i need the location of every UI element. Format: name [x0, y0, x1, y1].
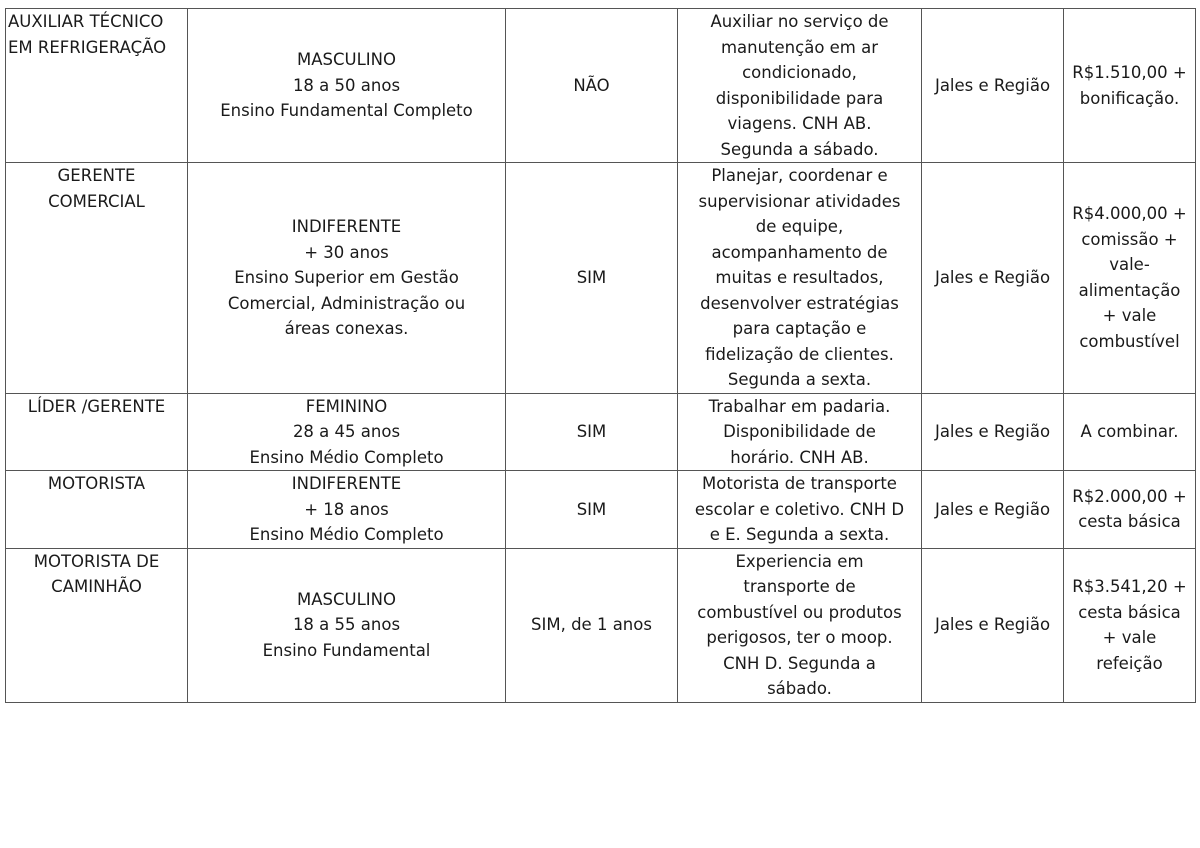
salary-cell: R$2.000,00 + cesta básica [1064, 471, 1196, 549]
job-title-cell: MOTORISTA DE CAMINHÃO [6, 548, 188, 702]
description-cell: Auxiliar no serviço de manutenção em ar condicionado, disponibilidade para viagens. CNH AB. Segunda a sábado. [678, 9, 922, 163]
requirements-cell: INDIFERENTE + 30 anos Ensino Superior em Gestão Comercial, Administração ou áreas conexas. [188, 163, 506, 394]
requirements-cell: MASCULINO 18 a 50 anos Ensino Fundamental Completo [188, 9, 506, 163]
location-cell: Jales e Região [922, 9, 1064, 163]
requirements-cell: INDIFERENTE + 18 anos Ensino Médio Completo [188, 471, 506, 549]
job-title-cell: LÍDER /GERENTE [6, 393, 188, 471]
table-row [6, 548, 1196, 702]
location-cell: Jales e Região [922, 471, 1064, 549]
experience-cell: NÃO [506, 9, 678, 163]
salary-cell: A combinar. [1064, 393, 1196, 471]
location-cell: Jales e Região [922, 393, 1064, 471]
experience-cell: SIM [506, 393, 678, 471]
job-listings-table [5, 8, 1196, 703]
description-cell: Motorista de transporte escolar e coletivo. CNH D e E. Segunda a sexta. [678, 471, 922, 549]
salary-cell: R$1.510,00 + bonificação. [1064, 9, 1196, 163]
location-cell: Jales e Região [922, 548, 1064, 702]
salary-cell: R$3.541,20 + cesta básica + vale refeição [1064, 548, 1196, 702]
description-cell: Trabalhar em padaria. Disponibilidade de horário. CNH AB. [678, 393, 922, 471]
job-title-cell: AUXILIAR TÉCNICO EM REFRIGERAÇÃO [6, 9, 188, 163]
requirements-cell: FEMININO 28 a 45 anos Ensino Médio Completo [188, 393, 506, 471]
experience-cell: SIM [506, 471, 678, 549]
table-row [6, 393, 1196, 471]
salary-cell: R$4.000,00 + comissão + vale- alimentação + vale combustível [1064, 163, 1196, 394]
table-row [6, 9, 1196, 163]
job-title-cell: MOTORISTA [6, 471, 188, 549]
job-title-cell: GERENTE COMERCIAL [6, 163, 188, 394]
location-cell: Jales e Região [922, 163, 1064, 394]
requirements-cell: MASCULINO 18 a 55 anos Ensino Fundamental [188, 548, 506, 702]
description-cell: Planejar, coordenar e supervisionar atividades de equipe, acompanhamento de muitas e resultados, desenvolver estratégias para captação e fidelização de clientes. Segunda a sexta. [678, 163, 922, 394]
description-cell: Experiencia em transporte de combustível ou produtos perigosos, ter o moop. CNH D. Segunda a sábado. [678, 548, 922, 702]
table-row [6, 471, 1196, 549]
experience-cell: SIM [506, 163, 678, 394]
table-row [6, 163, 1196, 394]
experience-cell: SIM, de 1 anos [506, 548, 678, 702]
